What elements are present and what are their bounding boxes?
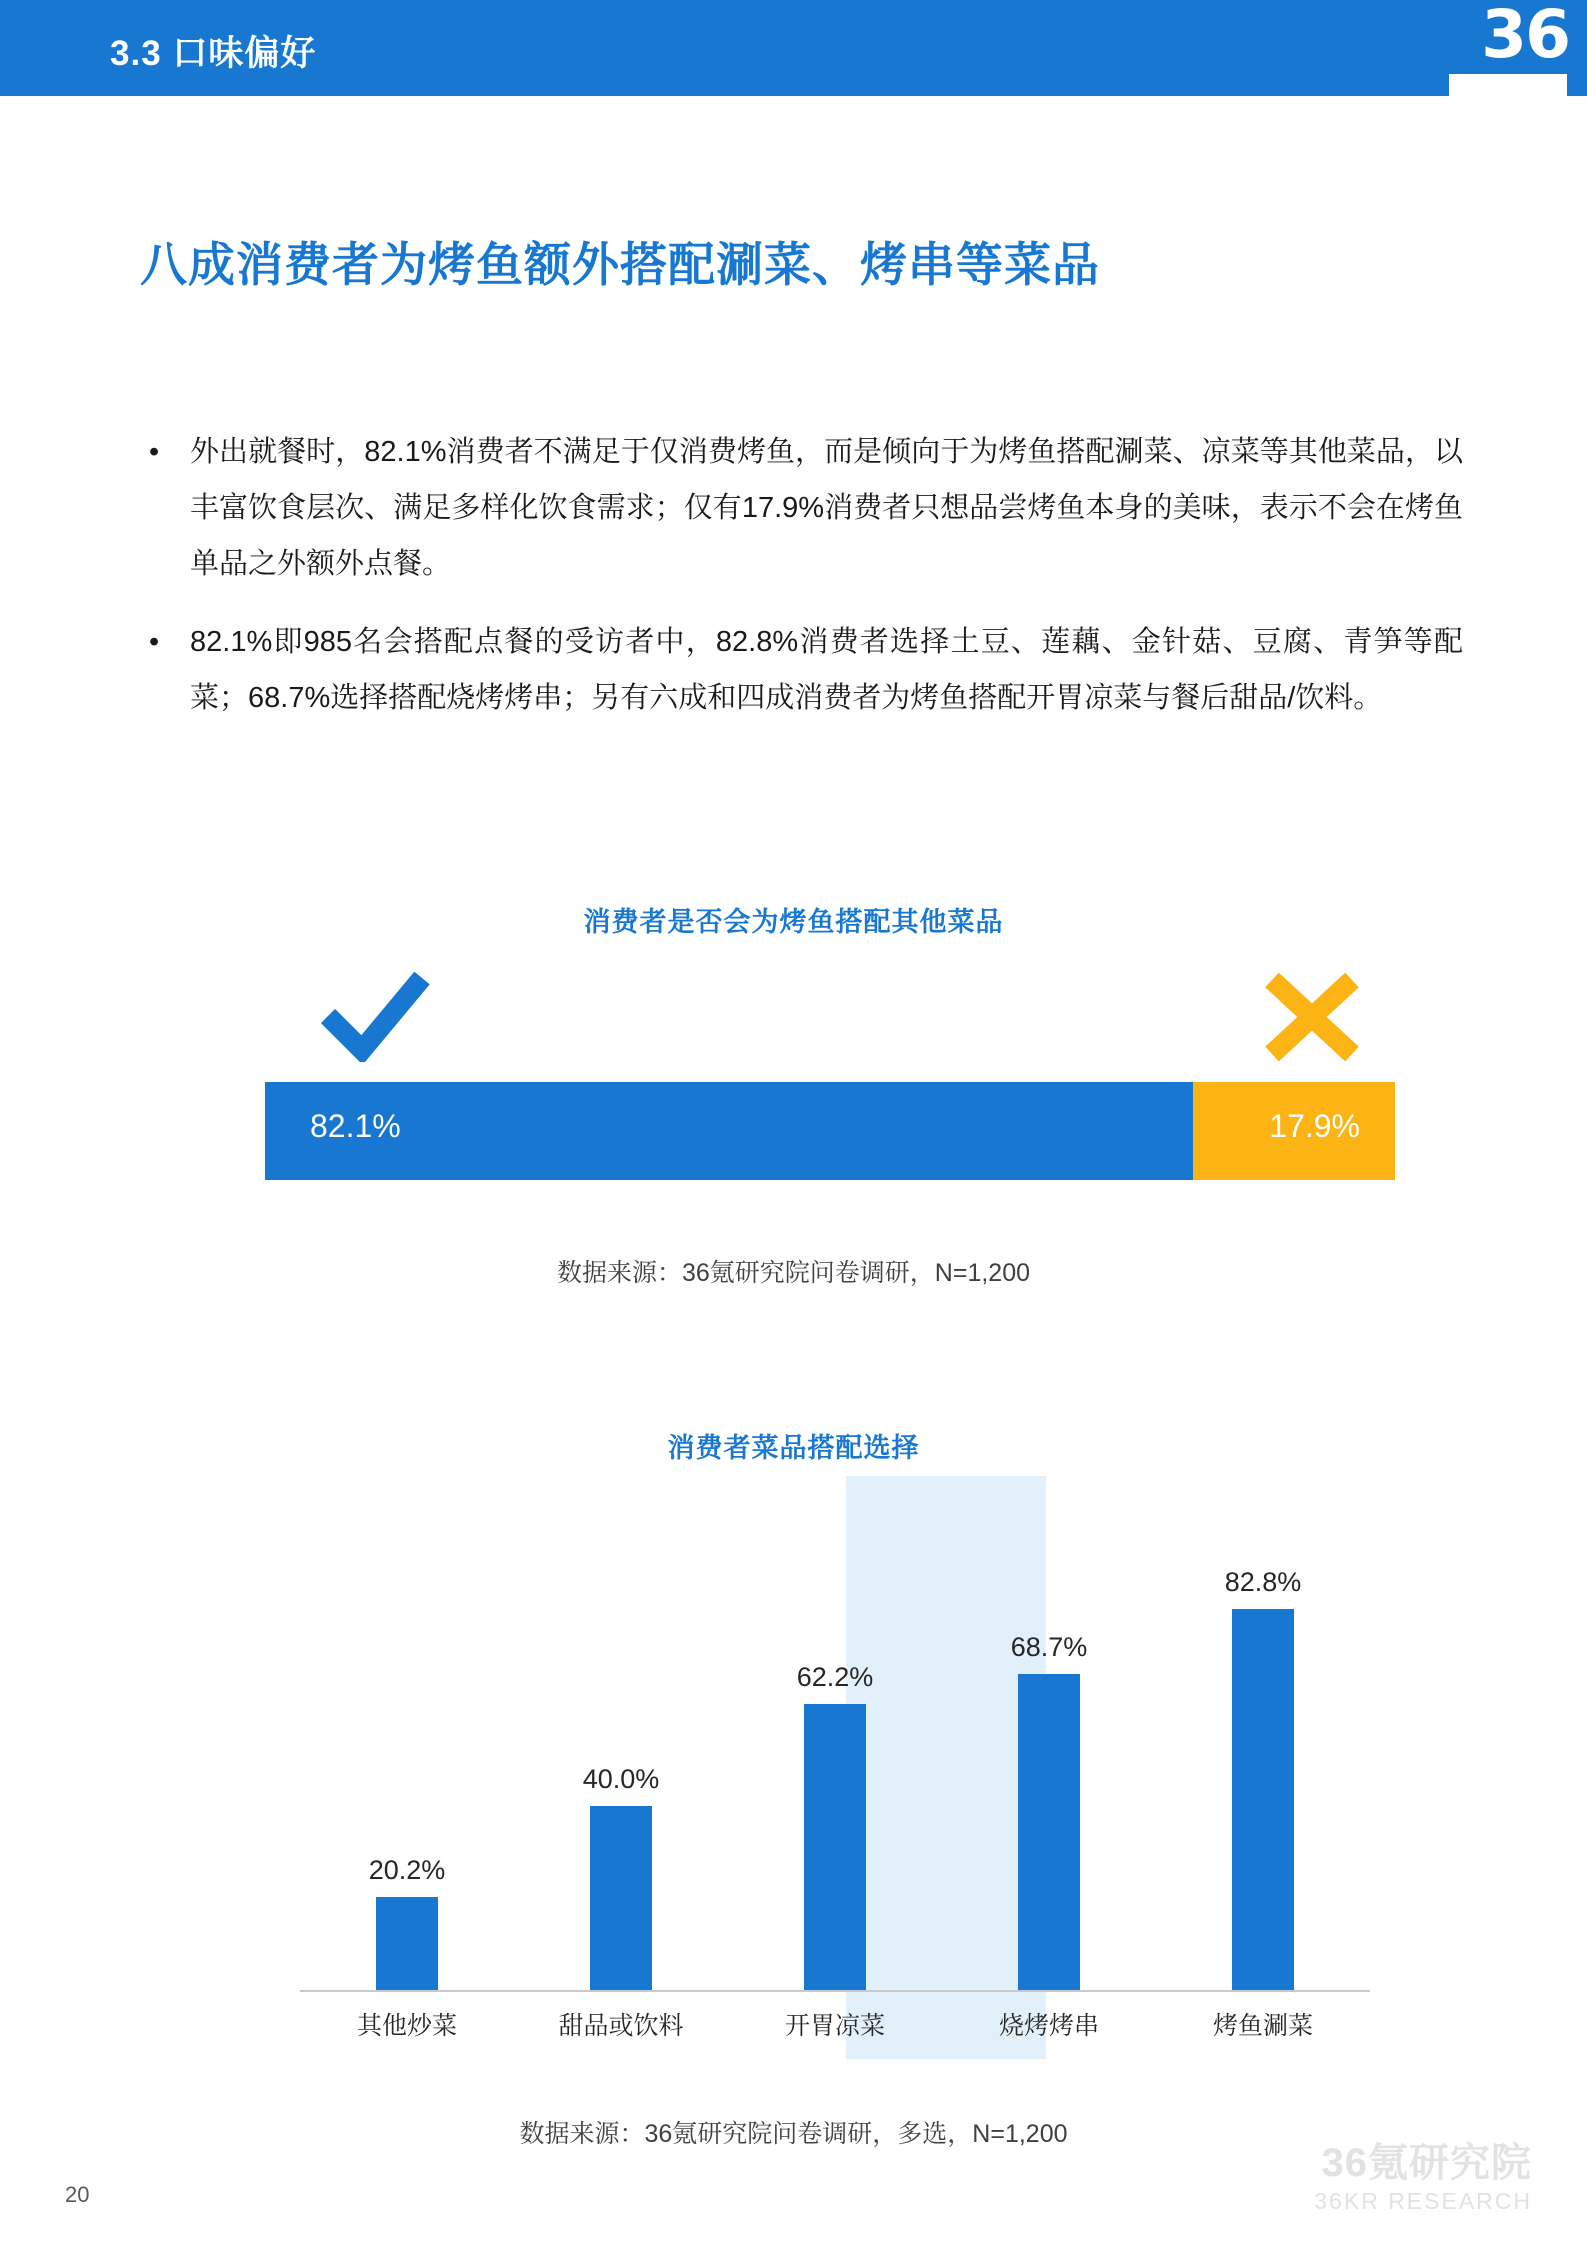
bullet-text: 82.1%即985名会搭配点餐的受访者中，82.8%消费者选择土豆、莲藕、金针菇、豆腐、青笋等配菜；68.7%选择搭配烧烤烤串；另有六成和四成消费者为烤鱼搭配开胃凉菜与餐后甜品/饮料。 (190, 626, 1463, 714)
bullet-dot: • (149, 626, 160, 658)
bullet-dot: • (149, 436, 160, 468)
chart2-title: 消费者菜品搭配选择 (667, 1433, 920, 1463)
page-title: 八成消费者为烤鱼额外搭配涮菜、烤串等菜品 (140, 238, 1100, 291)
logo-mark (1449, 74, 1567, 114)
bullet-list (123, 424, 1463, 748)
bar-value-label: 68.7% (1010, 1631, 1088, 1662)
chart1-title: 消费者是否会为烤鱼搭配其他菜品 (583, 907, 1004, 937)
check-icon (320, 972, 430, 1062)
brand-logo (1407, 0, 1587, 125)
axis-category-label: 烧烤烤串 (998, 2012, 1099, 2040)
bar (1018, 1674, 1080, 1990)
page-header (0, 0, 1587, 96)
stacked-bar-chart (265, 1082, 1395, 1180)
axis-category-label: 烤鱼涮菜 (1212, 2012, 1313, 2040)
bullet-text: 外出就餐时，82.1%消费者不满足于仅消费烤鱼，而是倾向于为烤鱼搭配涮菜、凉菜等其他菜品，以丰富饮食层次、满足多样化饮食需求；仅有17.9%消费者只想品尝烤鱼本身的美味，表示不会在烤鱼单品之外额外点餐。 (190, 436, 1463, 580)
bar-value-label: 17.9% (1269, 1108, 1360, 1144)
section-label: 3.3 口味偏好 (110, 34, 317, 73)
chart2-x-axis (300, 1990, 1370, 1992)
bar-value-label: 82.1% (310, 1108, 401, 1144)
logo-text: 36 (1481, 0, 1569, 73)
watermark-cn: 36氪研究院 (1321, 2141, 1532, 2185)
bar (804, 1704, 866, 1990)
page-number: 20 (65, 2182, 90, 2207)
column-chart (300, 1470, 1370, 1990)
bar-segment-yes (265, 1082, 1193, 1180)
list-item (123, 614, 1463, 726)
axis-category-label: 开胃凉菜 (784, 2012, 885, 2040)
watermark (1314, 2140, 1532, 2216)
bar-value-label: 62.2% (796, 1661, 874, 1692)
watermark-en: 36KR RESEARCH (1314, 2188, 1532, 2214)
list-item (123, 424, 1463, 592)
bar (376, 1897, 438, 1990)
axis-category-label: 甜品或饮料 (558, 2012, 684, 2040)
bar-value-label: 20.2% (368, 1855, 446, 1886)
chart2-source: 数据来源：36氪研究院问卷调研，多选，N=1,200 (519, 2120, 1068, 2148)
bar-value-label: 40.0% (582, 1764, 660, 1794)
cross-icon (1262, 972, 1362, 1062)
chart1-source: 数据来源：36氪研究院问卷调研，N=1,200 (556, 1259, 1031, 1287)
bar (1232, 1609, 1294, 1990)
bar-segment-no (1193, 1082, 1395, 1180)
bar (590, 1806, 652, 1990)
bar-value-label: 82.8% (1224, 1567, 1302, 1598)
axis-category-label: 其他炒菜 (356, 2012, 457, 2040)
